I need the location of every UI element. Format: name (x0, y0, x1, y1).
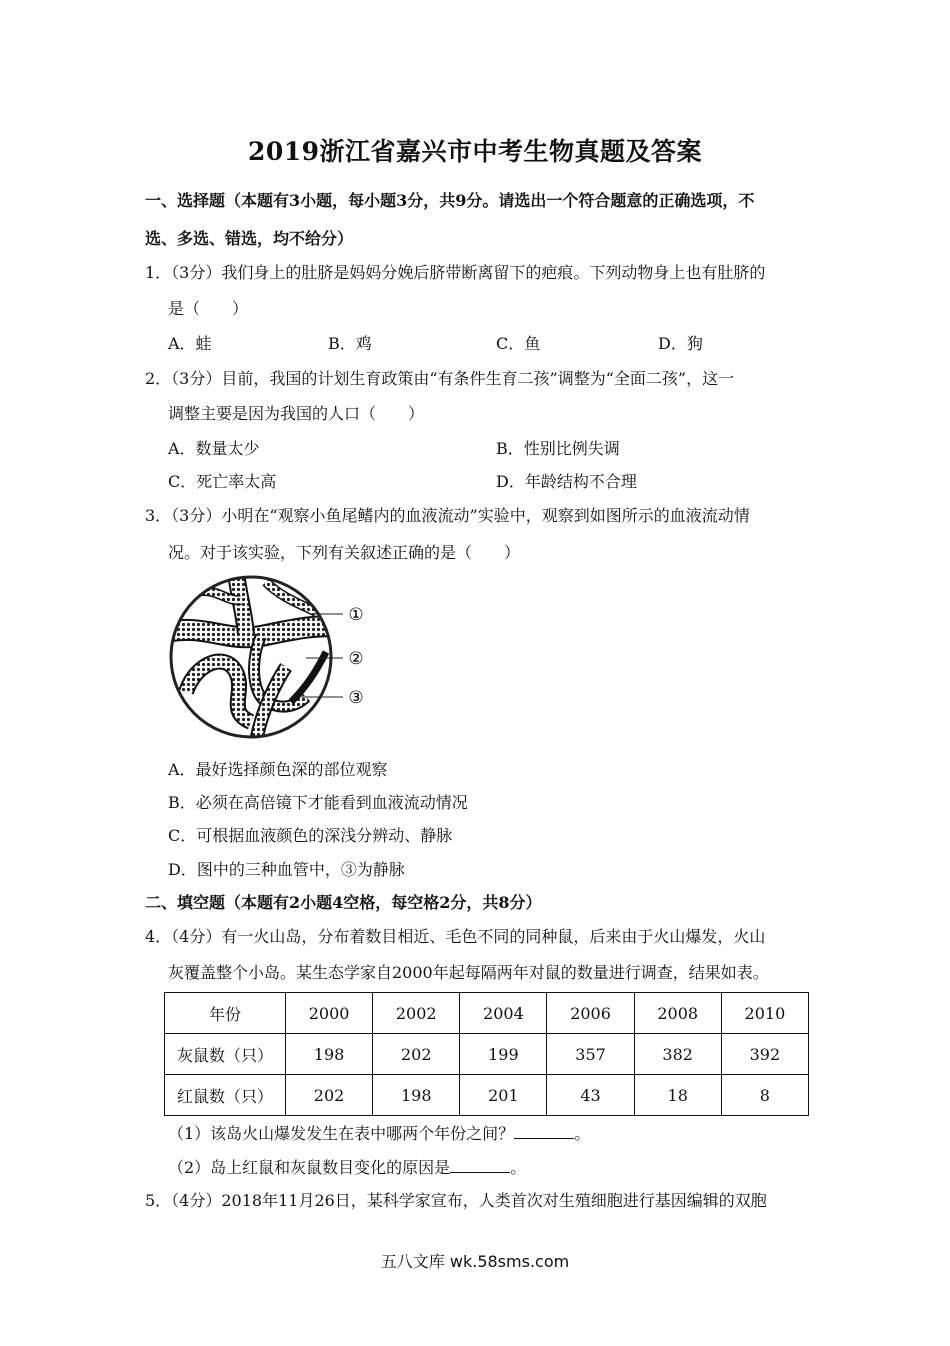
table-cell: 年份 (165, 993, 286, 1034)
question-1-stem-cont: 是（ ） (168, 299, 249, 318)
question-2-stem-cont: 调整主要是因为我国的人口（ ） (168, 404, 425, 423)
question-4-sub-1-end: 。 (574, 1124, 591, 1143)
table-cell: 198 (373, 1075, 460, 1116)
question-2-option-b: B．性别比例失调 (496, 439, 620, 458)
question-2-option-c: C．死亡率太高 (168, 472, 277, 491)
question-4-sub-2-text: （2）岛上红鼠和灰鼠数目变化的原因是 (168, 1158, 451, 1177)
figure-label-3: ③ (348, 688, 364, 708)
answer-blank-1[interactable] (514, 1122, 574, 1139)
question-3-stem-cont: 况。对于该实验，下列有关叙述正确的是（ ） (168, 543, 521, 562)
question-4-sub-2 (168, 1155, 526, 1178)
question-1-option-d: D．狗 (658, 334, 703, 353)
question-2-stem: 2．（3分）目前，我国的计划生育政策由“有条件生育二孩”调整为“全面二孩”，这一 (145, 369, 735, 388)
page-title: 2019浙江省嘉兴市中考生物真题及答案 (247, 137, 703, 166)
question-4-stem-cont: 灰覆盖整个小岛。某生态学家自2000年起每隔两年对鼠的数量进行调查，结果如表。 (168, 963, 769, 982)
mouse-count-table (164, 992, 809, 1116)
table-row (165, 1075, 809, 1116)
blood-flow-figure (166, 572, 376, 742)
table-cell: 18 (634, 1075, 721, 1116)
section-heading-2: 二、填空题（本题有2小题4空格，每空格2分，共8分） (145, 893, 542, 912)
table-cell: 199 (460, 1034, 547, 1075)
question-2-option-d: D．年龄结构不合理 (496, 472, 637, 491)
question-3-option-a: A．最好选择颜色深的部位观察 (168, 760, 388, 779)
table-cell: 红鼠数（只） (165, 1075, 286, 1116)
table-cell: 198 (286, 1034, 373, 1075)
table-cell: 2002 (373, 993, 460, 1034)
table-cell: 43 (547, 1075, 634, 1116)
table-cell: 382 (634, 1034, 721, 1075)
question-3-option-d: D．图中的三种血管中，③为静脉 (168, 860, 405, 879)
table-cell: 2000 (286, 993, 373, 1034)
figure-label-2: ② (348, 649, 364, 669)
question-3-option-b: B．必须在高倍镜下才能看到血液流动情况 (168, 793, 468, 812)
table-cell: 201 (460, 1075, 547, 1116)
table-cell: 8 (721, 1075, 808, 1116)
table-header-row (165, 993, 809, 1034)
question-4-stem: 4．（4分）有一火山岛，分布着数目相近、毛色不同的同种鼠，后来由于火山爆发，火山 (145, 927, 766, 946)
vessel-network (166, 572, 341, 742)
table-cell: 202 (373, 1034, 460, 1075)
question-5-stem: 5．（4分）2018年11月26日，某科学家宣布，人类首次对生殖细胞进行基因编辑的双胞 (145, 1191, 767, 1210)
table-cell: 2006 (547, 993, 634, 1034)
table-cell: 灰鼠数（只） (165, 1034, 286, 1075)
question-1-option-c: C．鱼 (496, 334, 541, 353)
table-cell: 2004 (460, 993, 547, 1034)
question-1-option-b: B．鸡 (328, 334, 372, 353)
table-cell: 392 (721, 1034, 808, 1075)
table-cell: 2010 (721, 993, 808, 1034)
figure-label-1: ① (348, 605, 364, 625)
question-4-sub-2-end: 。 (510, 1158, 527, 1177)
table-row (165, 1034, 809, 1075)
question-1-stem: 1．（3分）我们身上的肚脐是妈妈分娩后脐带断离留下的疤痕。下列动物身上也有肚脐的 (145, 263, 766, 282)
table-cell: 202 (286, 1075, 373, 1116)
answer-blank-2[interactable] (450, 1156, 510, 1173)
page-footer: 五八文库 wk.58sms.com (380, 1252, 570, 1271)
question-4-sub-1 (168, 1121, 590, 1144)
table-cell: 2008 (634, 993, 721, 1034)
question-3-option-c: C．可根据血液颜色的深浅分辨动、静脉 (168, 826, 453, 845)
section-heading-1-line2: 选、多选、错选，均不给分） (145, 229, 354, 248)
question-4-sub-1-text: （1）该岛火山爆发发生在表中哪两个年份之间？ (168, 1124, 515, 1143)
table-cell: 357 (547, 1034, 634, 1075)
section-heading-1-line1: 一、选择题（本题有3小题，每小题3分，共9分。请选出一个符合题意的正确选项，不 (145, 191, 755, 210)
question-2-option-a: A．数量太少 (168, 439, 260, 458)
question-3-stem: 3．（3分）小明在“观察小鱼尾鳍内的血液流动”实验中，观察到如图所示的血液流动情 (145, 506, 750, 525)
question-1-option-a: A．蛙 (168, 334, 212, 353)
